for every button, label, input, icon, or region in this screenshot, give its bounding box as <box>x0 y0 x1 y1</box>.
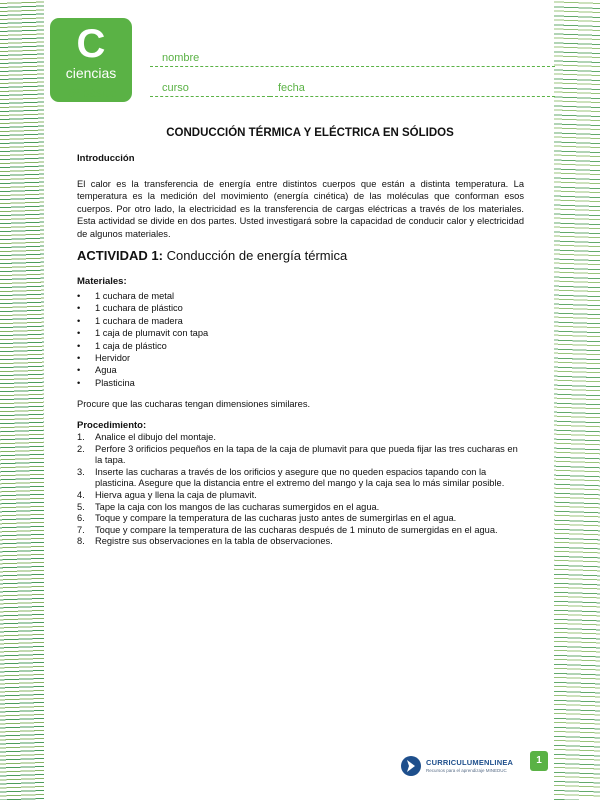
step-number: 2. <box>77 443 85 454</box>
list-item: • 1 cuchara de madera <box>77 315 377 327</box>
step-number: 4. <box>77 489 85 500</box>
step-number: 1. <box>77 432 85 442</box>
subject-letter: C <box>76 22 106 66</box>
list-item <box>77 513 524 525</box>
activity-title <box>77 248 347 263</box>
step-text: Toque y compare la temperatura de las cucharas justo antes de sumergirlas en el agua. <box>95 513 457 524</box>
step-number: 5. <box>77 501 85 512</box>
list-item <box>77 502 524 514</box>
grade-label: 6º básico <box>68 86 118 100</box>
arrow-logo-icon <box>400 755 422 777</box>
list-item <box>77 536 524 548</box>
step-text: Analice el dibujo del montaje. <box>95 432 216 442</box>
activity-label: ACTIVIDAD 1: <box>77 248 163 263</box>
logo-tagline: Recursos para el aprendizaje MINEDUC <box>426 768 507 773</box>
materials-heading: Materiales: <box>77 276 127 287</box>
step-text: Registre sus observaciones en la tabla de observaciones. <box>95 536 333 547</box>
step-text: Tape la caja con los mangos de las cucharas sumergidos en el agua. <box>95 501 380 512</box>
date-label: fecha <box>278 82 305 94</box>
list-item: • Hervidor <box>77 352 377 364</box>
intro-heading: Introducción <box>77 153 135 164</box>
list-item: • 1 caja de plumavit con tapa <box>77 327 377 339</box>
list-item <box>77 525 524 537</box>
step-number: 6. <box>77 513 85 524</box>
procedure-heading: Procedimiento: <box>77 420 147 431</box>
logo-name: CURRICULUMENLINEA <box>426 758 514 767</box>
list-item: • Agua <box>77 364 377 376</box>
activity-name: Conducción de energía térmica <box>166 248 348 263</box>
decorative-left-border <box>0 0 44 800</box>
step-number: 8. <box>77 536 85 547</box>
list-item: • 1 cuchara de metal <box>77 290 377 302</box>
list-item <box>77 490 524 502</box>
course-label: curso <box>162 82 189 94</box>
list-item: • 1 caja de plástico <box>77 340 377 352</box>
materials-note: Procure que las cucharas tengan dimensiones similares. <box>77 399 311 409</box>
page-title: CONDUCCIÓN TÉRMICA Y ELÉCTRICA EN SÓLIDOS <box>166 127 454 139</box>
list-item <box>77 432 524 444</box>
date-field[interactable] <box>270 96 555 97</box>
materials-list <box>77 290 377 389</box>
name-label: nombre <box>162 52 200 64</box>
step-text: Toque y compare la temperatura de las cucharas después de 1 minuto de sumergidas en el agua. <box>95 524 498 535</box>
course-field[interactable] <box>150 96 270 97</box>
step-text: Perfore 3 orificios pequeños en la tapa de la caja de plumavit para que pueda fijar las tres cucharas en la tapa. <box>95 443 518 466</box>
list-item <box>77 467 524 490</box>
step-text: Hierva agua y llena la caja de plumavit. <box>95 489 257 500</box>
list-item <box>77 444 524 467</box>
subject-name: ciencias <box>65 65 117 81</box>
curriculum-logo <box>400 755 514 779</box>
list-item: • 1 cuchara de plástico <box>77 302 377 314</box>
procedure-list <box>77 432 524 548</box>
decorative-right-border <box>554 0 600 800</box>
page-number: 1 <box>530 751 548 771</box>
step-text: Inserte las cucharas a través de los orificios y asegure que no queden espacios tapando con la plasticina. Asegure que la distancia entre el extremo del mango y la caja sea lo más similar posible. <box>95 466 505 489</box>
step-number: 3. <box>77 466 85 477</box>
name-field[interactable] <box>150 66 555 67</box>
intro-paragraph: El calor es la transferencia de energía entre distintos cuerpos que están a distinta temperatura. La temperatura es la medición del movimiento (energía cinética) de las moléculas que conforman esos cuerpos. Por otro lado, la electricidad es la transferencia de cargas eléctricas a través de los materiales. Esta actividad se divide en dos partes. Usted investigará sobre la capacidad de conducir calor y electricidad de algunos materiales. <box>77 179 524 239</box>
step-number: 7. <box>77 524 85 535</box>
list-item: • Plasticina <box>77 377 377 389</box>
